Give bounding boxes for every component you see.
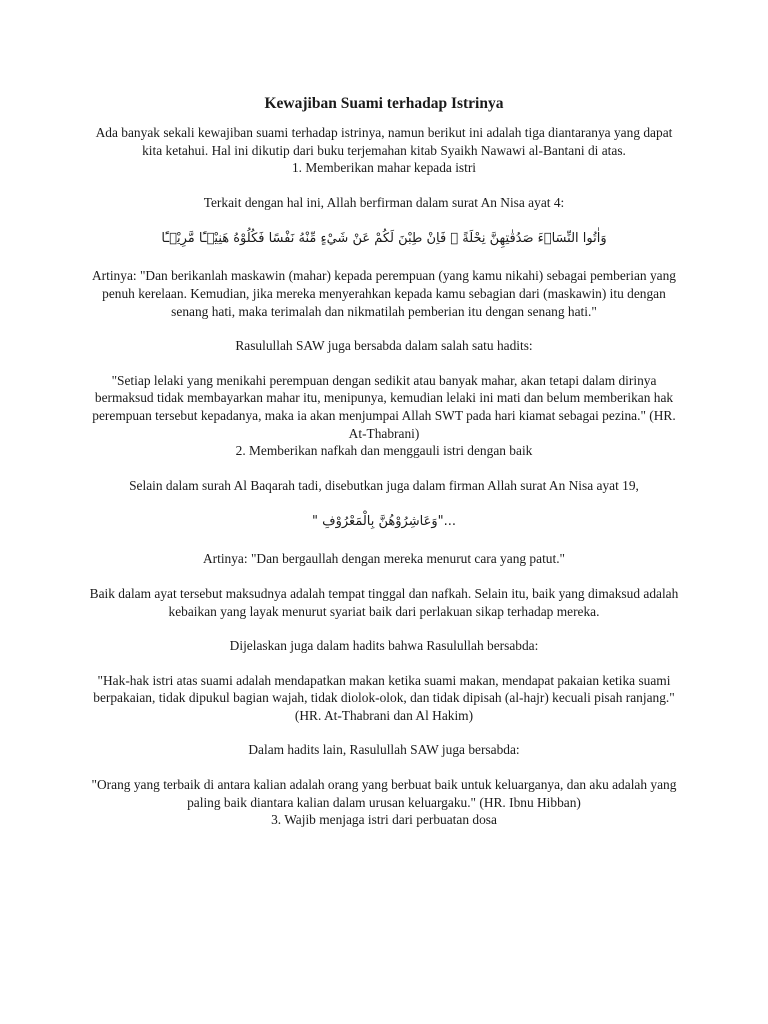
document-title: Kewajiban Suami terhadap Istrinya <box>264 95 504 112</box>
point2-translation: Artinya: "Dan bergaullah dengan mereka menurut cara yang patut." <box>202 551 566 567</box>
point2-hadith2-intro: Dalam hadits lain, Rasulullah SAW juga bersabda: <box>248 742 520 758</box>
point2-hadith: "Hak-hak istri atas suami adalah mendapatkan makan ketika suami makan, mendapat pakaian ketika suami berpakaian, tidak dipukul bagian wajah, tidak diolok-olok, dan tidak dipisah (al-hajr) kecuali pisah ranjang." (HR. At-Thabrani dan Al Hakim) <box>93 672 675 723</box>
point2-heading: 2. Memberikan nafkah dan menggauli istri dengan baik <box>235 443 533 459</box>
point1-hadith-intro: Rasulullah SAW juga bersabda dalam salah satu hadits: <box>235 338 533 354</box>
point1-hadith: "Setiap lelaki yang menikahi perempuan dengan sedikit atau banyak mahar, akan tetapi dalam dirinya bermaksud tidak membayarkan mahar itu, menipunya, kemudian lelaki ini mati dan belum memberikan hak perempuan tersebut kepadanya, maka ia akan menjumpai Allah SWT pada hari kiamat sebagai pezina." (HR. At-Thabrani) <box>92 372 676 441</box>
point1-heading: 1. Memberikan mahar kepada istri <box>291 160 477 176</box>
point1-arabic-verse: وَاٰتُوا النِّسَاۤءَ صَدُقٰتِهِنَّ نِحْلَةً ۗ فَاِنْ طِبْنَ لَكُمْ عَنْ شَيْءٍ مِّنْهُ نَفْسًا فَكُلُوْهُ هَنِيْۤـًٔا مَّرِيْۤـًٔا <box>161 231 607 247</box>
intro-paragraph: Ada banyak sekali kewajiban suami terhadap istrinya, namun berikut ini adalah tiga diantaranya yang dapat kita ketahui. Hal ini dikutip dari buku terjemahan kitab Syaikh Nawawi al-Bantani di atas. <box>95 125 673 158</box>
point2-hadith2: "Orang yang terbaik di antara kalian adalah orang yang berbuat baik untuk keluarganya, dan aku adalah yang paling baik diantara kalian dalam urusan keluargaku." (HR. Ibnu Hibban) <box>91 777 677 810</box>
point1-translation: Artinya: "Dan berikanlah maskawin (mahar) kepada perempuan (yang kamu nikahi) sebagai pemberian yang penuh kerelaan. Kemudian, jika mereka menyerahkan kepada kamu sebagian dari (maskawin) itu dengan senang hati, maka terimalah dan nikmatilah pemberian itu dengan senang hati." <box>91 268 677 319</box>
point2-context: Selain dalam surah Al Baqarah tadi, disebutkan juga dalam firman Allah surat An Nisa ayat 19, <box>129 477 639 493</box>
point2-hadith-intro: Dijelaskan juga dalam hadits bahwa Rasulullah bersabda: <box>229 638 539 654</box>
document-page <box>88 94 680 829</box>
point3-heading: 3. Wajib menjaga istri dari perbuatan dosa <box>271 812 497 828</box>
point2-arabic-verse: " وَعَاشِرُوْهُنَّ بِالْمَعْرُوْفِ"... <box>312 514 456 530</box>
point2-explanation: Baik dalam ayat tersebut maksudnya adalah tempat tinggal dan nafkah. Selain itu, baik yang dimaksud adalah kebaikan yang layak menurut syariat baik dari perlakuan sikap terhadap mereka. <box>89 585 679 619</box>
point1-context: Terkait dengan hal ini, Allah berfirman dalam surat An Nisa ayat 4: <box>203 194 565 210</box>
